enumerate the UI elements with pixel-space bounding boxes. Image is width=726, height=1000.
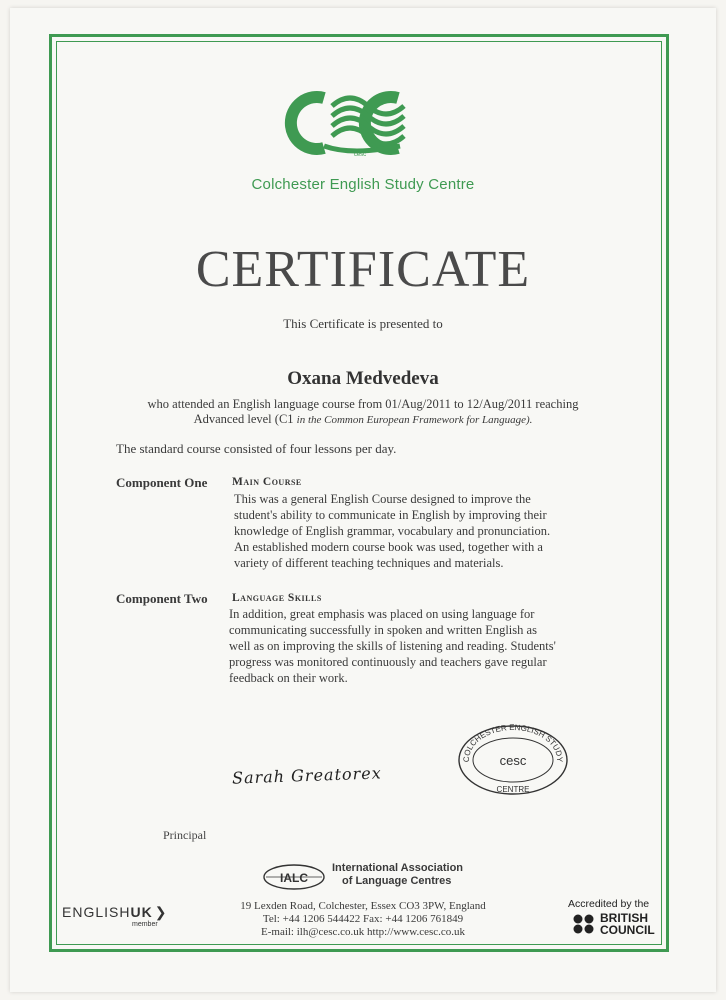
component-one-heading: Main Course bbox=[232, 476, 302, 488]
british-council-logo: Accredited by the BRITISH COUNCIL bbox=[568, 898, 655, 937]
logo-text: cesc bbox=[353, 152, 367, 158]
certificate-title: CERTIFICATE bbox=[195, 241, 531, 298]
component-two-heading: Language Skills bbox=[232, 592, 322, 604]
ialc-logo bbox=[262, 862, 332, 892]
principal-signature: Sarah Greatorex bbox=[231, 763, 383, 788]
address-line-1: 19 Lexden Road, Colchester, Essex CO3 3PW, England bbox=[240, 900, 486, 912]
component-two-label: Component Two bbox=[116, 591, 208, 606]
attended-statement bbox=[0, 397, 726, 428]
component-one-body: This was a general English Course designed to improve the student's ability to communicate in English by improving their knowledge of English grammar, vocabulary and pronunciation. An established modern course book was used, together with a variety of different teaching techniques and materials. bbox=[234, 492, 551, 570]
standard-course-text: The standard course consisted of four lessons per day. bbox=[116, 441, 397, 456]
recipient-name: Oxana Medvedeva bbox=[287, 368, 439, 389]
stamp-center-text: cesc bbox=[499, 753, 527, 768]
cesc-logo bbox=[280, 86, 440, 160]
address-phone: Tel: +44 1206 544422 Fax: +44 1206 761849 bbox=[262, 913, 464, 925]
component-one-label: Component One bbox=[116, 475, 208, 490]
chevron-icon: ❯ bbox=[154, 904, 168, 920]
ialc-name: International Association of Language Centres bbox=[332, 862, 464, 887]
attended-line-2: Advanced level (C1 in the Common European Framework for Language). bbox=[193, 412, 533, 426]
english-uk-logo: ENGLISHUK ❯ member bbox=[62, 904, 168, 928]
stamp-top-text: COLCHESTER ENGLISH STUDY bbox=[461, 722, 565, 763]
org-name: Colchester English Study Centre bbox=[251, 176, 475, 193]
ialc-logo-text: IALC bbox=[280, 871, 308, 885]
stamp-bottom-text: CENTRE bbox=[496, 785, 530, 794]
principal-label: Principal bbox=[163, 828, 207, 842]
address-contact: E-mail: ilh@cesc.co.uk http://www.cesc.co.uk bbox=[261, 926, 465, 938]
cesc-stamp bbox=[455, 720, 571, 796]
presented-text: This Certificate is presented to bbox=[283, 316, 443, 331]
british-council-dots-icon bbox=[572, 914, 598, 934]
component-two-body: In addition, great emphasis was placed on using language for communicating successfully in spoken and written English as well as on improving the skills of listening and reading. Students' progress was monitored continuously and teachers gave regular feedback on their work. bbox=[229, 607, 556, 685]
attended-line-1: who attended an English language course from 01/Aug/2011 to 12/Aug/2011 reaching bbox=[147, 397, 579, 411]
